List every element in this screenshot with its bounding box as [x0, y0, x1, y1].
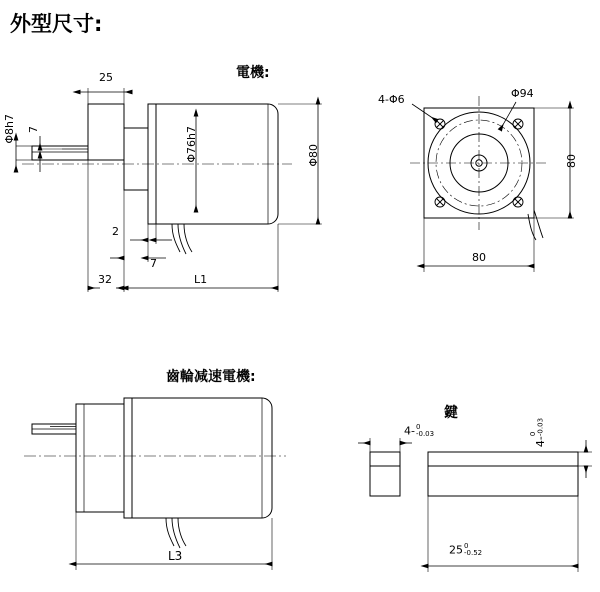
page-title: 外型尺寸:	[10, 12, 103, 36]
dim-key-height-upper: 0	[529, 431, 537, 437]
dim-key-length-prefix: 25	[449, 543, 463, 557]
dim-shaft-flat: 7	[27, 126, 40, 133]
dim-bolt-circle: Φ94	[511, 87, 534, 100]
dim-key-height	[530, 418, 546, 447]
dim-shaft-dia: Φ8h7	[3, 114, 16, 144]
dim-key-width-prefix: 4-	[404, 424, 415, 438]
dim-key-width-lower: -0.03	[415, 430, 435, 439]
section-title-motor: 電機:	[236, 65, 270, 81]
dim-front-height: 80	[565, 154, 578, 168]
dim-total-length-l3: L3	[168, 549, 183, 563]
dim-shaft-length: 25	[99, 71, 113, 84]
dim-total-length-l1: L1	[194, 273, 208, 286]
dim-pilot-dia: Φ76h7	[185, 126, 198, 163]
dim-key-height-prefix: 4-	[533, 436, 547, 448]
dim-key-length-upper: 0	[464, 542, 469, 550]
dim-key-width	[404, 424, 434, 439]
dim-mounting-holes: 4-Φ6	[378, 93, 405, 106]
dim-key-height-lower: -0.03	[536, 418, 545, 437]
dim-key-length	[449, 543, 482, 558]
dim-flange-thickness: 2	[112, 225, 119, 238]
section-title-key: 鍵	[444, 405, 458, 421]
dim-front-length: 32	[98, 273, 112, 286]
dim-front-width: 80	[472, 251, 486, 264]
dim-key-length-lower: -0.52	[464, 549, 483, 558]
dim-pilot-length: 7	[150, 257, 157, 270]
dim-key-width-upper: 0	[415, 423, 421, 431]
dim-body-dia: Φ80	[307, 144, 320, 167]
section-title-gear-motor: 齒輪减速電機:	[166, 369, 256, 385]
